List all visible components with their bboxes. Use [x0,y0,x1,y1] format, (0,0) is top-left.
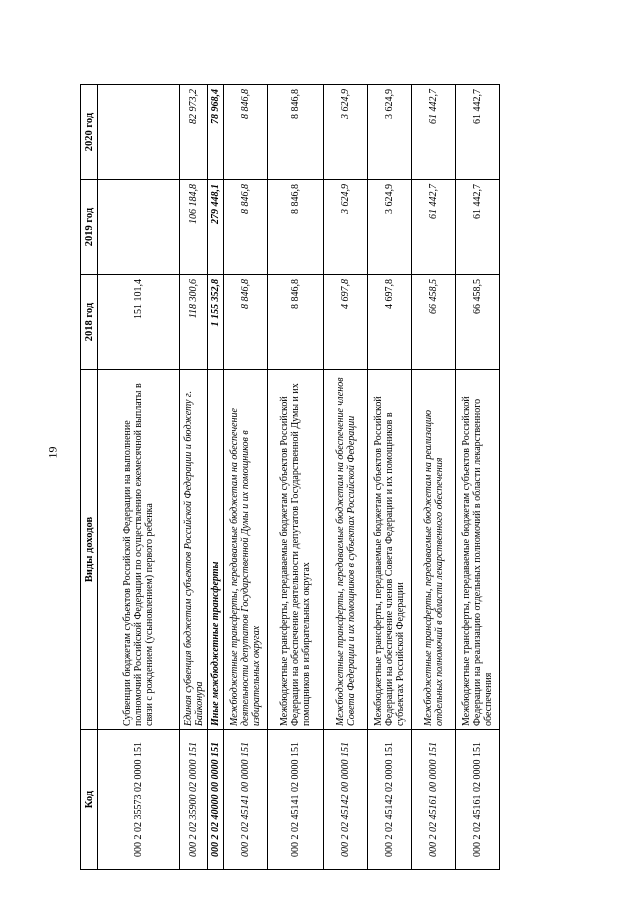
row-2020: 8 846,8 [268,85,324,180]
table-row [412,85,456,870]
table-row [456,85,500,870]
table-row [368,85,412,870]
row-2020: 8 846,8 [224,85,268,180]
row-code: 000 2 02 40000 00 0000 151 [208,730,224,870]
row-2018: 66 458,5 [456,275,500,370]
row-2020: 3 624,9 [324,85,368,180]
row-2019: 3 624,9 [368,180,412,275]
row-2019: 61 442,7 [456,180,500,275]
row-2019: 106 184,8 [180,180,208,275]
row-name: Межбюджетные трансферты, передаваемые бюджетам субъектов Российской Федерации на обеспечение членов Совета Федерации и их помощников в субъектах Российской Федерации [368,370,412,730]
table-row [180,85,208,870]
row-2019: 8 846,8 [224,180,268,275]
row-name: Иные межбюджетные трансферты [208,370,224,730]
rotated-table-container [80,85,494,870]
row-code: 000 2 02 35900 02 0000 151 [180,730,208,870]
row-2019: 279 448,1 [208,180,224,275]
row-2018: 4 697,8 [368,275,412,370]
row-code: 000 2 02 35573 02 0000 151 [98,730,180,870]
row-name: Единая субвенция бюджетам субъектов Российской Федерации и бюджету г. Байконура [180,370,208,730]
row-2019: 61 442,7 [412,180,456,275]
table-row [98,85,180,870]
table-row [268,85,324,870]
row-2020 [98,85,180,180]
row-2020: 82 973,2 [180,85,208,180]
header-2018: 2018 год [81,275,98,370]
row-2020: 78 968,4 [208,85,224,180]
row-code: 000 2 02 45142 00 0000 151 [324,730,368,870]
row-2018: 151 101,4 [98,275,180,370]
row-2018: 4 697,8 [324,275,368,370]
row-code: 000 2 02 45161 00 0000 151 [412,730,456,870]
row-2020: 3 624,9 [368,85,412,180]
row-name: Субвенции бюджетам субъектов Российской Федерации на выполнение полномочий Российской Федерации по осуществлению ежемесячной выплаты в связи с рождением (усыновлением) первого ребенка [98,370,180,730]
header-2019: 2019 год [81,180,98,275]
row-name: Межбюджетные трансферты, передаваемые бюджетам на реализацию отдельных полномочий в области лекарственного обеспечения [412,370,456,730]
table-header-row [81,85,98,870]
row-code: 000 2 02 45142 02 0000 151 [368,730,412,870]
header-code: Код [81,730,98,870]
row-2018: 118 300,6 [180,275,208,370]
row-2019: 8 846,8 [268,180,324,275]
header-name: Виды доходов [81,370,98,730]
revenue-table [80,84,500,870]
row-code: 000 2 02 45141 02 0000 151 [268,730,324,870]
row-code: 000 2 02 45161 02 0000 151 [456,730,500,870]
table-row [324,85,368,870]
row-2019: 3 624,9 [324,180,368,275]
table-row [224,85,268,870]
page-number: 19 [45,446,60,459]
row-2019 [98,180,180,275]
row-name: Межбюджетные трансферты, передаваемые бюджетам на обеспечение членов Совета Федерации и их помощников в субъектах Российской Федерации [324,370,368,730]
row-name: Межбюджетные трансферты, передаваемые бюджетам субъектов Российской Федерации на реализацию отдельных полномочий в области лекарственного обеспечения [456,370,500,730]
row-2018: 8 846,8 [224,275,268,370]
row-name: Межбюджетные трансферты, передаваемые бюджетам субъектов Российской Федерации на обеспечение деятельности депутатов Государственной Думы и их помощников в избирательных округах [268,370,324,730]
row-2018: 66 458,5 [412,275,456,370]
header-2020: 2020 год [81,85,98,180]
row-2018: 8 846,8 [268,275,324,370]
row-2018: 1 155 352,8 [208,275,224,370]
row-code: 000 2 02 45141 00 0000 151 [224,730,268,870]
table-row [208,85,224,870]
row-2020: 61 442,7 [456,85,500,180]
row-2020: 61 442,7 [412,85,456,180]
row-name: Межбюджетные трансферты, передаваемые бюджетам на обеспечение деятельности депутатов Государственной Думы и их помощников в избирательных округах [224,370,268,730]
